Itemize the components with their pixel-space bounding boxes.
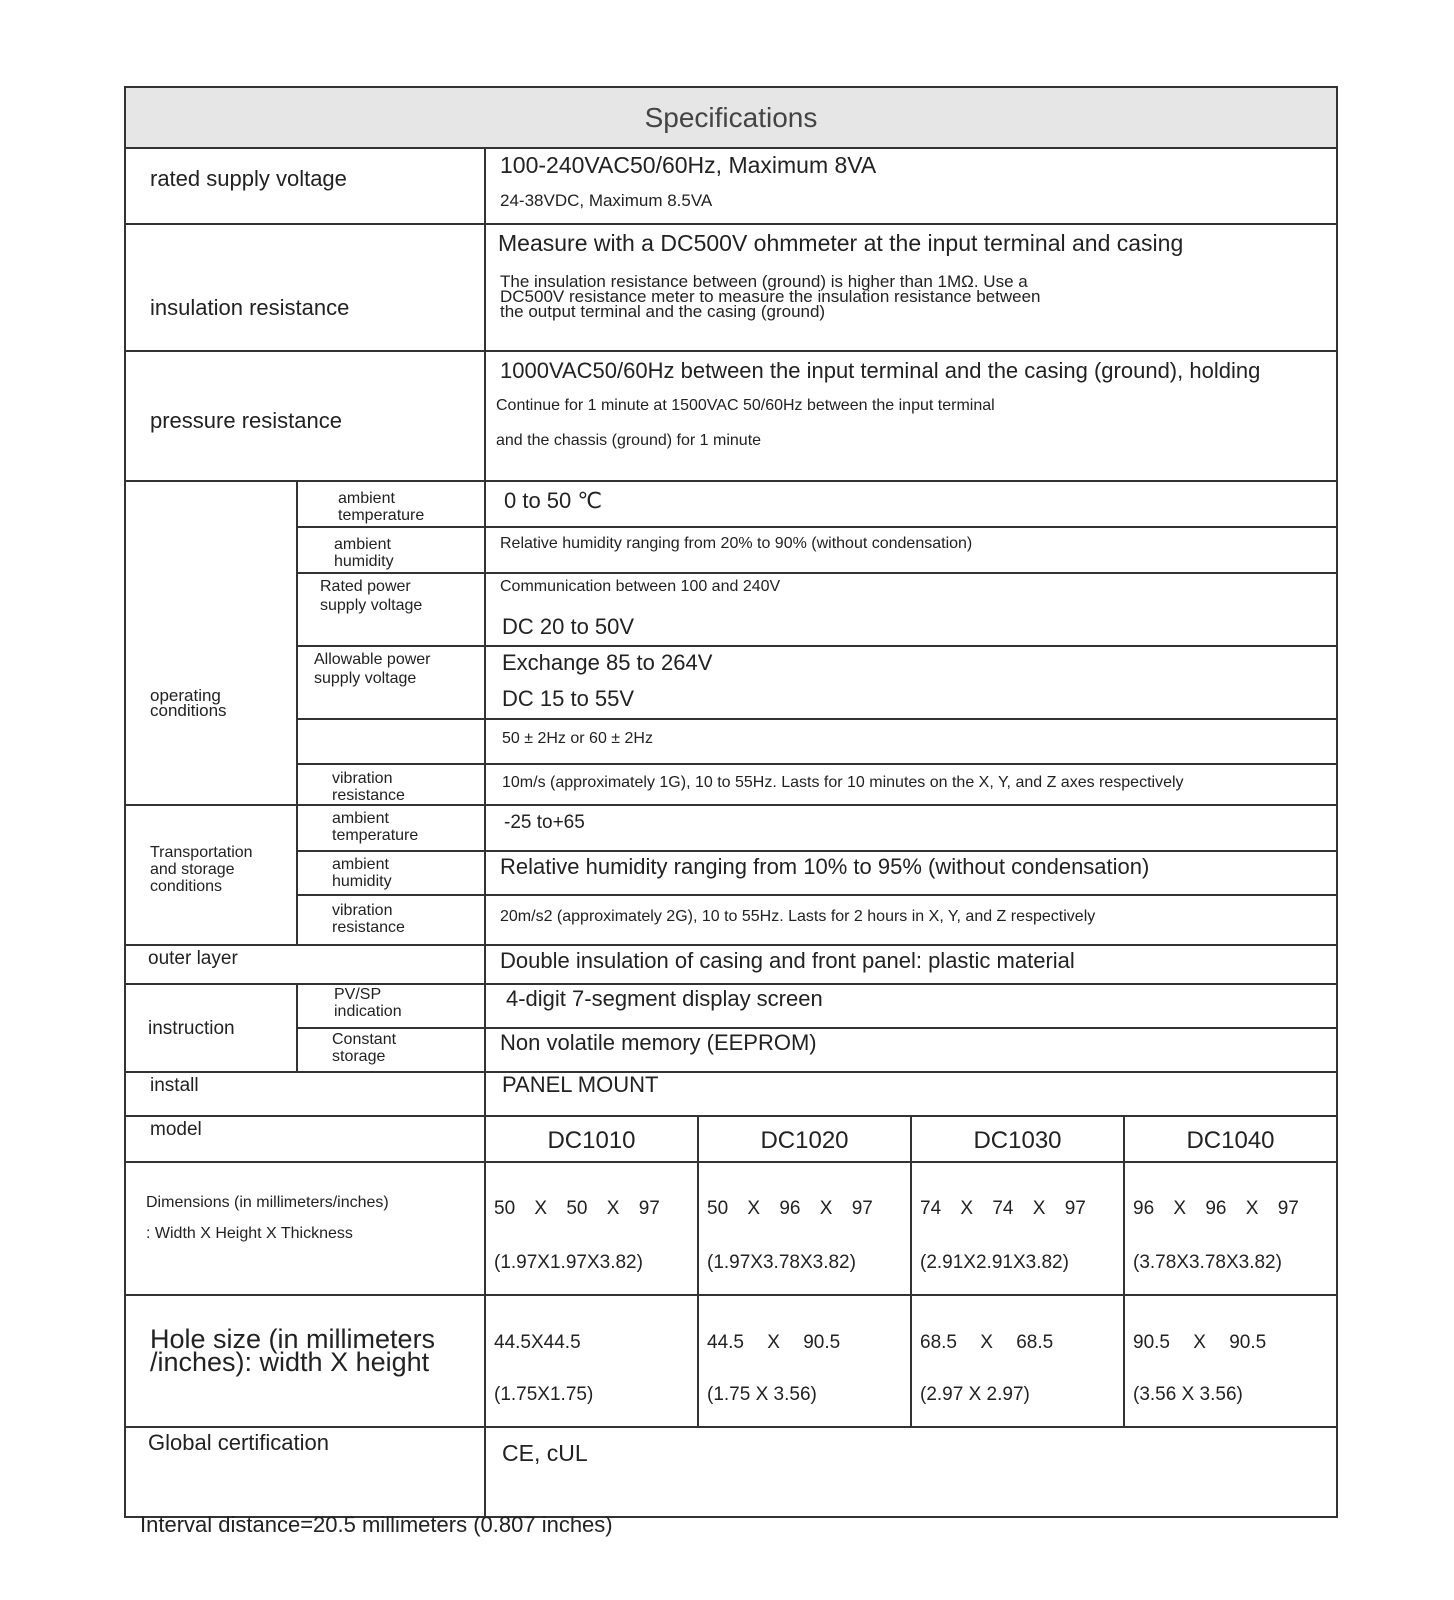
transport-conditions-label: Transportation and storage conditions bbox=[150, 844, 253, 895]
hole-size-mm-dc1040: 90.5 X 90.5 bbox=[1133, 1332, 1267, 1353]
row-divider bbox=[126, 1161, 1336, 1163]
pv-sp-indication-value: 4-digit 7-segment display screen bbox=[506, 986, 823, 1011]
operating-conditions-label: operating conditions bbox=[150, 686, 227, 720]
model-label: model bbox=[150, 1119, 202, 1140]
op-rated-power-value2: DC 20 to 50V bbox=[502, 614, 635, 639]
hole-size-inch-dc1010: (1.75X1.75) bbox=[494, 1384, 594, 1405]
tr-ambient-temperature-label: ambient temperature bbox=[332, 810, 419, 844]
certification-value: CE, cUL bbox=[502, 1440, 588, 1466]
column-divider bbox=[1123, 1115, 1125, 1426]
outer-layer-value: Double insulation of casing and front panel: plastic material bbox=[500, 948, 1075, 973]
dimensions-mm-dc1040: 96 X 96 X 97 bbox=[1133, 1198, 1299, 1219]
constant-storage-label: Constant storage bbox=[332, 1031, 397, 1065]
row-divider bbox=[126, 1426, 1336, 1428]
op-allowable-power-label: Allowable power supply voltage bbox=[314, 651, 431, 687]
column-divider bbox=[296, 983, 298, 1071]
row-divider bbox=[126, 1294, 1336, 1296]
row-divider bbox=[296, 526, 1336, 528]
hole-size-mm-dc1010: 44.5X44.5 bbox=[494, 1332, 581, 1353]
table-title-bar bbox=[126, 88, 1336, 149]
row-divider bbox=[296, 572, 1336, 574]
pressure-resistance-line1: 1000VAC50/60Hz between the input terminal and the casing (ground), holding bbox=[500, 358, 1261, 383]
op-ambient-humidity-value: Relative humidity ranging from 20% to 90% (without condensation) bbox=[500, 535, 973, 552]
column-divider bbox=[484, 147, 486, 1516]
tr-vibration-resistance-value: 20m/s2 (approximately 2G), 10 to 55Hz. Lasts for 2 hours in X, Y, and Z respectively bbox=[500, 908, 1096, 925]
dimensions-mm-dc1030: 74 X 74 X 97 bbox=[920, 1198, 1086, 1219]
row-divider bbox=[126, 350, 1336, 352]
dimensions-label-line1: Dimensions (in millimeters/inches) bbox=[146, 1194, 389, 1211]
dimensions-inch-dc1040: (3.78X3.78X3.82) bbox=[1133, 1252, 1282, 1273]
dimensions-mm-dc1010: 50 X 50 X 97 bbox=[494, 1198, 660, 1219]
row-divider bbox=[296, 763, 1336, 765]
dimensions-inch-dc1010: (1.97X1.97X3.82) bbox=[494, 1252, 643, 1273]
pressure-resistance-line3: and the chassis (ground) for 1 minute bbox=[496, 432, 762, 449]
row-divider bbox=[296, 718, 1336, 720]
dimensions-label-line2: : Width X Height X Thickness bbox=[146, 1225, 353, 1242]
model-dc1030: DC1030 bbox=[973, 1127, 1062, 1154]
row-divider bbox=[126, 480, 1336, 482]
dimensions-inch-dc1030: (2.91X2.91X3.82) bbox=[920, 1252, 1069, 1273]
op-ambient-temperature-value: 0 to 50 ℃ bbox=[504, 488, 603, 513]
tr-ambient-temperature-value: -25 to+65 bbox=[504, 812, 585, 833]
row-divider bbox=[296, 645, 1336, 647]
model-dc1040: DC1040 bbox=[1186, 1127, 1275, 1154]
row-divider bbox=[126, 1115, 1336, 1117]
certification-label: Global certification bbox=[148, 1430, 329, 1455]
pressure-resistance-line2: Continue for 1 minute at 1500VAC 50/60Hz between the input terminal bbox=[496, 397, 995, 414]
tr-vibration-resistance-label: vibration resistance bbox=[332, 902, 405, 936]
op-vibration-resistance-value: 10m/s (approximately 1G), 10 to 55Hz. Lasts for 10 minutes on the X, Y, and Z axes respectively bbox=[502, 774, 1184, 791]
column-divider bbox=[697, 1115, 699, 1426]
op-allowable-power-value2: DC 15 to 55V bbox=[502, 686, 635, 711]
pressure-resistance-label: pressure resistance bbox=[150, 408, 342, 433]
row-divider bbox=[296, 894, 1336, 896]
interval-distance-note: Interval distance=20.5 millimeters (0.807 inches) bbox=[140, 1512, 613, 1537]
row-divider bbox=[126, 223, 1336, 225]
specifications-table bbox=[124, 86, 1338, 1518]
hole-size-label: Hole size (in millimeters /inches): width X height bbox=[150, 1324, 436, 1377]
dimensions-inch-dc1020: (1.97X3.78X3.82) bbox=[707, 1252, 856, 1273]
install-label: install bbox=[150, 1075, 199, 1096]
install-value: PANEL MOUNT bbox=[502, 1072, 659, 1097]
model-dc1010: DC1010 bbox=[547, 1127, 636, 1154]
row-divider bbox=[296, 850, 1336, 852]
column-divider bbox=[910, 1115, 912, 1426]
hole-size-mm-dc1020: 44.5 X 90.5 bbox=[707, 1332, 841, 1353]
rated-supply-voltage-line2: 24-38VDC, Maximum 8.5VA bbox=[500, 191, 713, 210]
column-divider bbox=[296, 480, 298, 944]
model-dc1020: DC1020 bbox=[760, 1127, 849, 1154]
instruction-label: instruction bbox=[148, 1018, 235, 1039]
insulation-resistance-line1: Measure with a DC500V ohmmeter at the input terminal and casing bbox=[498, 230, 1184, 256]
insulation-resistance-label: insulation resistance bbox=[150, 295, 350, 320]
outer-layer-label: outer layer bbox=[148, 948, 238, 969]
table-title: Specifications bbox=[644, 102, 818, 133]
pv-sp-indication-label: PV/SP indication bbox=[334, 986, 402, 1020]
constant-storage-value: Non volatile memory (EEPROM) bbox=[500, 1030, 817, 1055]
row-divider bbox=[126, 983, 1336, 985]
op-allowable-power-value1: Exchange 85 to 264V bbox=[502, 650, 713, 675]
row-divider bbox=[126, 804, 1336, 806]
row-divider bbox=[296, 1027, 1336, 1029]
row-divider bbox=[126, 944, 1336, 946]
op-rated-power-value1: Communication between 100 and 240V bbox=[500, 578, 781, 595]
dimensions-mm-dc1020: 50 X 96 X 97 bbox=[707, 1198, 873, 1219]
op-ambient-humidity-label: ambient humidity bbox=[334, 536, 394, 570]
hole-size-inch-dc1020: (1.75 X 3.56) bbox=[707, 1384, 817, 1405]
rated-supply-voltage-line1: 100-240VAC50/60Hz, Maximum 8VA bbox=[500, 152, 877, 178]
op-rated-power-label: Rated power supply voltage bbox=[320, 578, 423, 614]
row-divider bbox=[126, 1071, 1336, 1073]
op-frequency-value: 50 ± 2Hz or 60 ± 2Hz bbox=[502, 730, 653, 747]
hole-size-inch-dc1040: (3.56 X 3.56) bbox=[1133, 1384, 1243, 1405]
op-ambient-temperature-label: ambient temperature bbox=[338, 490, 425, 524]
op-vibration-resistance-label: vibration resistance bbox=[332, 770, 405, 804]
hole-size-inch-dc1030: (2.97 X 2.97) bbox=[920, 1384, 1030, 1405]
rated-supply-voltage-label: rated supply voltage bbox=[150, 166, 347, 191]
tr-ambient-humidity-label: ambient humidity bbox=[332, 856, 392, 890]
hole-size-mm-dc1030: 68.5 X 68.5 bbox=[920, 1332, 1054, 1353]
insulation-resistance-line2: The insulation resistance between (ground) is higher than 1MΩ. Use a DC500V resistance meter to measure the insulation resistance between the output terminal and the casing (ground) bbox=[500, 272, 1041, 321]
tr-ambient-humidity-value: Relative humidity ranging from 10% to 95% (without condensation) bbox=[500, 854, 1150, 879]
